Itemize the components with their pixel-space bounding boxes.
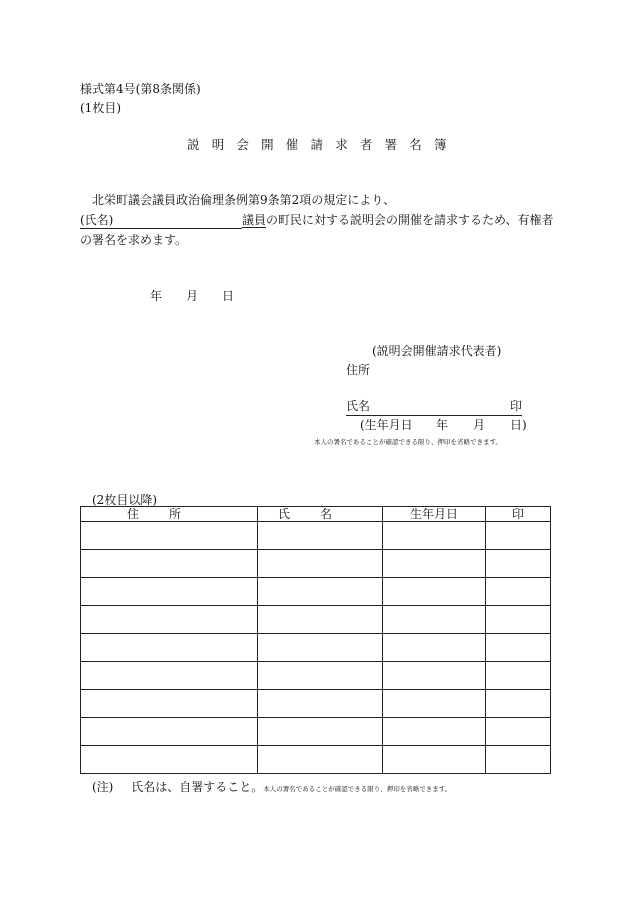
footnote-small: 本人の署名であることが確認できる限り、押印を省略できます。: [263, 785, 452, 793]
representative-seal-label: 印: [509, 399, 522, 413]
cell-name[interactable]: [258, 718, 383, 746]
representative-label: (説明会開催請求代表者): [372, 344, 502, 358]
cell-seal[interactable]: [486, 550, 551, 578]
cell-name[interactable]: [258, 578, 383, 606]
cell-name[interactable]: [258, 634, 383, 662]
cell-name[interactable]: [258, 522, 383, 550]
table-row: [81, 746, 551, 774]
cell-address[interactable]: [81, 634, 258, 662]
name-placeholder: (氏名): [80, 213, 114, 227]
cell-name[interactable]: [258, 746, 383, 774]
page-title: 説明会開催請求者署名簿: [187, 137, 459, 152]
table-row: [81, 690, 551, 718]
cell-address[interactable]: [81, 578, 258, 606]
representative-birthdate: [360, 416, 527, 433]
signature-table-body: [81, 522, 551, 774]
column-header-address: 住所: [81, 507, 258, 522]
cell-address[interactable]: [81, 522, 258, 550]
date-month: 月: [186, 289, 199, 303]
cell-seal[interactable]: [486, 578, 551, 606]
cell-name[interactable]: [258, 606, 383, 634]
cell-name[interactable]: [258, 690, 383, 718]
body-line-2-rest: の町民に対する説明会の開催を請求するため、有権者: [266, 213, 554, 227]
table-row: [81, 606, 551, 634]
cell-birthdate[interactable]: [383, 550, 486, 578]
body-line-1: 北栄町議会議員政治倫理条例第9条第2項の規定により、: [92, 193, 396, 207]
birth-day: 日): [510, 418, 527, 432]
cell-address[interactable]: [81, 662, 258, 690]
table-header-row: [81, 507, 551, 522]
cell-seal[interactable]: [486, 746, 551, 774]
sheet2-label: (2枚目以降): [92, 493, 157, 507]
sheet1-label: (1枚目): [80, 101, 121, 115]
cell-seal[interactable]: [486, 718, 551, 746]
cell-address[interactable]: [81, 718, 258, 746]
table-row: [81, 662, 551, 690]
cell-birthdate[interactable]: [383, 578, 486, 606]
body-line-2: [80, 211, 554, 229]
cell-name[interactable]: [258, 662, 383, 690]
cell-address[interactable]: [81, 746, 258, 774]
seal-omission-note: 本人の署名であることが確認できる限り、押印を省略できます。: [314, 438, 502, 446]
table-row: [81, 718, 551, 746]
column-header-birthdate: 生年月日: [383, 507, 486, 522]
cell-birthdate[interactable]: [383, 718, 486, 746]
councilor-label: 議員: [242, 213, 267, 227]
birth-open: (生年月日: [360, 418, 413, 432]
table-row: [81, 550, 551, 578]
form-number: 様式第4号(第8条関係): [80, 82, 201, 96]
date-line: [150, 287, 234, 304]
footnote-mark: (注): [92, 780, 114, 794]
cell-seal[interactable]: [486, 634, 551, 662]
cell-seal[interactable]: [486, 662, 551, 690]
body-line-3: の署名を求めます。: [80, 233, 188, 247]
cell-seal[interactable]: [486, 606, 551, 634]
representative-name-field[interactable]: [346, 397, 522, 416]
cell-seal[interactable]: [486, 522, 551, 550]
cell-birthdate[interactable]: [383, 606, 486, 634]
cell-birthdate[interactable]: [383, 662, 486, 690]
date-day: 日: [222, 289, 235, 303]
signature-table: [80, 506, 551, 774]
representative-address-label: 住所: [346, 363, 371, 377]
birth-month: 月: [473, 418, 486, 432]
table-row: [81, 522, 551, 550]
cell-seal[interactable]: [486, 690, 551, 718]
representative-name-label: 氏名: [346, 399, 371, 413]
footnote-main: 氏名は、自署すること。: [131, 780, 264, 794]
cell-birthdate[interactable]: [383, 634, 486, 662]
cell-birthdate[interactable]: [383, 522, 486, 550]
table-row: [81, 634, 551, 662]
cell-address[interactable]: [81, 690, 258, 718]
cell-birthdate[interactable]: [383, 690, 486, 718]
cell-name[interactable]: [258, 550, 383, 578]
date-year: 年: [150, 289, 163, 303]
column-header-seal: 印: [486, 507, 551, 522]
cell-address[interactable]: [81, 606, 258, 634]
table-row: [81, 578, 551, 606]
name-blank[interactable]: [80, 211, 242, 229]
footnote: [92, 778, 451, 795]
birth-year: 年: [436, 418, 449, 432]
cell-birthdate[interactable]: [383, 746, 486, 774]
column-header-name: 氏名: [258, 507, 383, 522]
cell-address[interactable]: [81, 550, 258, 578]
